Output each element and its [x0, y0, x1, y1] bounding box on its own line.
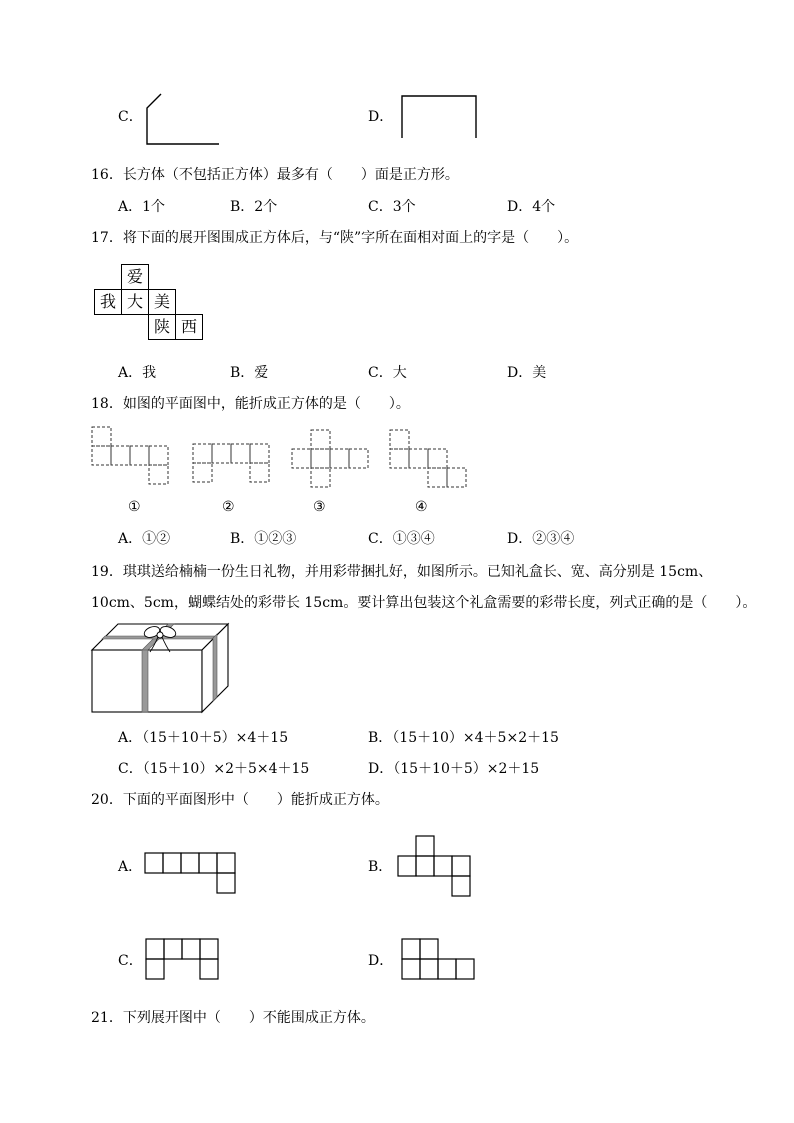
net-cell-mei: 美 [148, 289, 176, 315]
q15-option-c-label: C． [118, 109, 143, 125]
q18-figure-label-4: ④ [415, 499, 428, 515]
q20-option-d-label: D． [368, 953, 394, 969]
q15-option-d-label: D． [368, 109, 394, 125]
q17-option-d: D．美 [507, 365, 547, 381]
net-cell-ai: 爱 [121, 264, 149, 290]
q20-option-a-net [144, 851, 240, 895]
net-cell-xi: 西 [175, 314, 203, 340]
q18-option-c: C．①③④ [368, 531, 435, 547]
q16-option-a: A．1个 [118, 199, 166, 215]
net-cell-da: 大 [121, 289, 149, 315]
q20-option-b-label: B． [368, 859, 393, 875]
q17-option-c: C．大 [368, 365, 407, 381]
q18-net-figure-3 [290, 428, 370, 490]
q16-option-d: D．4个 [507, 199, 556, 215]
q16-stem: 16．长方体（不包括正方体）最多有（ ）面是正方形。 [91, 167, 459, 183]
q17-option-a: A．我 [118, 365, 157, 381]
q16-option-b: B．2个 [230, 199, 278, 215]
q18-figure-label-2: ② [222, 499, 235, 515]
q19-option-c: C．（15＋10）×2＋5×4＋15 [118, 761, 310, 777]
q18-net-figure-1 [90, 425, 170, 487]
q18-net-figure-4 [388, 428, 468, 490]
q20-option-d-net [400, 937, 480, 983]
q18-option-b: B．①②③ [230, 531, 297, 547]
q20-stem: 20．下面的平面图形中（ ）能折成正方体。 [91, 792, 389, 808]
q18-stem: 18．如图的平面图中，能折成正方体的是（ ）。 [91, 396, 410, 412]
q17-stem: 17．将下面的展开图围成正方体后，与“陕”字所在面相对面上的字是（ ）。 [91, 230, 579, 246]
net-cell-shan: 陕 [148, 314, 176, 340]
q15-option-c-figure [145, 92, 225, 148]
q19-stem-line-2: 10cm、5cm，蝴蝶结处的彩带长 15cm。要计算出包装这个礼盒需要的彩带长度，列式正确的是（ ）。 [91, 595, 757, 611]
q20-option-c-label: C． [118, 953, 143, 969]
q21-stem: 21．下列展开图中（ ）不能围成正方体。 [91, 1010, 375, 1026]
net-cell-wo: 我 [94, 289, 122, 315]
q15-option-d-figure [400, 94, 480, 142]
q20-option-b-net [396, 834, 476, 900]
q19-gift-box-figure [90, 622, 230, 714]
q16-option-c: C．3个 [368, 199, 416, 215]
q18-net-figure-2 [191, 442, 271, 486]
q19-option-b: B．（15＋10）×4＋5×2＋15 [368, 730, 559, 746]
q18-figure-label-1: ① [128, 499, 141, 515]
q20-option-a-label: A． [118, 859, 143, 875]
q18-option-d: D．②③④ [507, 531, 575, 547]
q19-option-d: D．（15＋10＋5）×2＋15 [368, 761, 540, 777]
q19-option-a: A．（15＋10＋5）×4＋15 [118, 730, 289, 746]
q20-option-c-net [144, 937, 224, 983]
q18-figure-label-3: ③ [313, 499, 326, 515]
q19-stem-line-1: 19．琪琪送给楠楠一份生日礼物，并用彩带捆扎好，如图所示。已知礼盒长、宽、高分别是 15cm、 [91, 564, 713, 580]
q17-option-b: B．爱 [230, 365, 269, 381]
q18-option-a: A．①② [118, 531, 171, 547]
